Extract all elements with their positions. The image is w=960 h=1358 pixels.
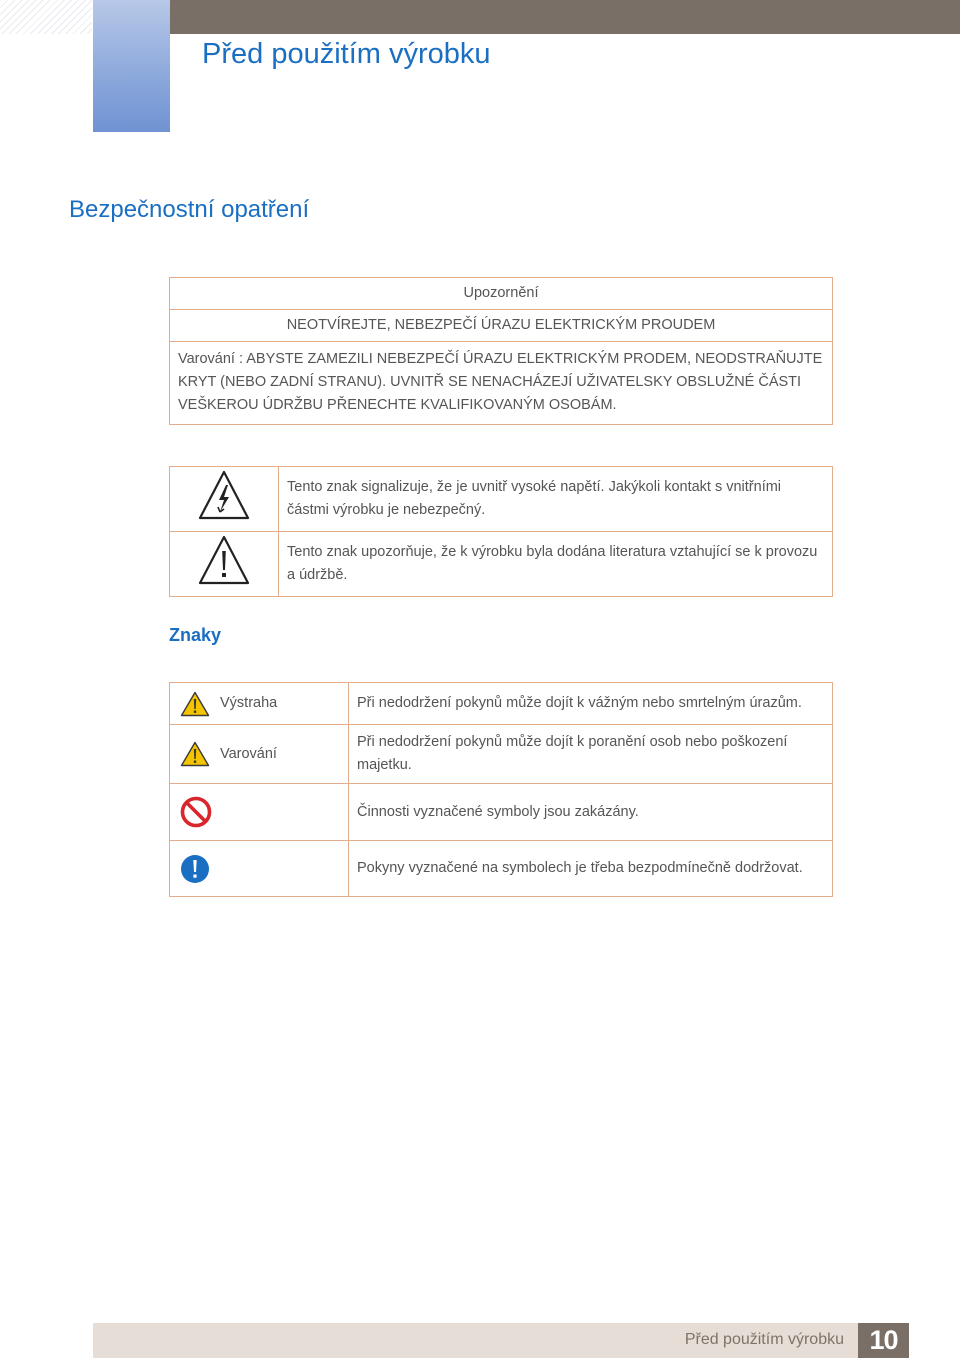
signs-table [169, 682, 833, 897]
sign-row [170, 725, 833, 784]
sign-label-cell [170, 841, 349, 897]
caution-box [169, 277, 833, 425]
sign-label: Varování [220, 745, 277, 762]
sign-text: Pokyny vyznačené na symbolech je třeba bezpodmínečně dodržovat. [349, 841, 833, 897]
warning-triangle-icon [180, 691, 210, 717]
caution-title: Upozornění [170, 278, 833, 310]
sign-label-cell [170, 683, 349, 725]
header-hatch-pattern [0, 0, 92, 34]
caution-triangle-icon [180, 741, 210, 767]
mandatory-icon [180, 854, 210, 884]
footer-chapter-title: Před použitím výrobku [684, 1331, 844, 1348]
chapter-title: Před použitím výrobku [202, 38, 491, 70]
symbol-text: Tento znak upozorňuje, že k výrobku byla dodána literatura vztahující se k provozu a údržbě. [279, 532, 833, 597]
caution-subtitle: NEOTVÍREJTE, NEBEZPEČÍ ÚRAZU ELEKTRICKÝM PROUDEM [170, 310, 833, 342]
symbol-row [170, 467, 833, 532]
sign-text: Při nedodržení pokynů může dojít k vážným nebo smrtelným úrazům. [349, 683, 833, 725]
exclamation-warning-icon [170, 532, 279, 597]
sign-row [170, 841, 833, 897]
sign-text: Při nedodržení pokynů může dojít k poranění osob nebo poškození majetku. [349, 725, 833, 784]
high-voltage-warning-icon [170, 467, 279, 532]
chapter-tab [93, 0, 170, 132]
sign-text: Činnosti vyznačené symboly jsou zakázány. [349, 784, 833, 841]
sign-row [170, 784, 833, 841]
symbols-table [169, 466, 833, 597]
sign-row [170, 683, 833, 725]
prohibited-icon [180, 796, 212, 828]
symbol-row [170, 532, 833, 597]
page-number: 10 [858, 1323, 909, 1358]
caution-text: Varování : ABYSTE ZAMEZILI NEBEZPEČÍ ÚRAZU ELEKTRICKÝM PRODEM, NEODSTRAŇUJTE KRYT (NEBO ZADNÍ STRANU). UVNITŘ SE NENACHÁZEJÍ UŽIVATELSKY OBSLUŽNÉ ČÁSTI VEŠKEROU ÚDRŽBU PŘENECHTE KVALIFIKOVANÝM OSOBÁM. [170, 342, 833, 425]
section-title: Bezpečnostní opatření [69, 196, 310, 223]
signs-title: Znaky [169, 625, 222, 645]
sign-label: Výstraha [220, 695, 278, 711]
symbol-text: Tento znak signalizuje, že je uvnitř vysoké napětí. Jakýkoli kontakt s vnitřními částmi výrobku je nebezpečný. [279, 467, 833, 532]
sign-label-cell [170, 784, 349, 841]
header-bar [170, 0, 960, 34]
footer-bar [93, 1323, 858, 1358]
sign-label-cell [170, 725, 349, 784]
